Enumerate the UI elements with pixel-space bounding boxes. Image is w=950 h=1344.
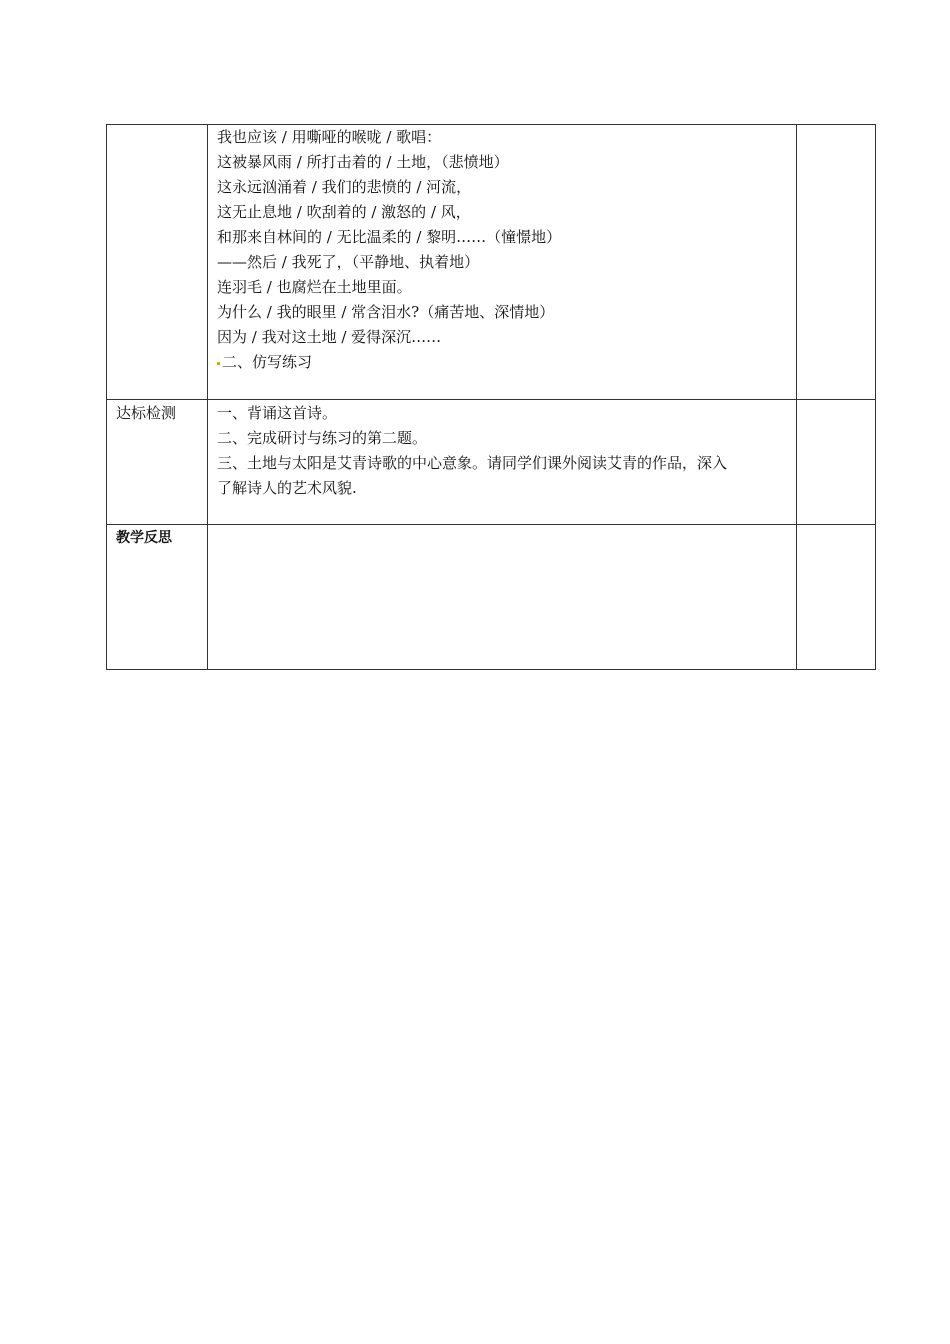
poem-reading-cell <box>217 125 561 375</box>
exercise-heading <box>217 350 561 375</box>
poem-line: 这永远汹涌着 / 我们的悲愤的 / 河流， <box>217 178 472 196</box>
poem-line: 我也应该 / 用嘶哑的喉咙 / 歌唱： <box>217 128 442 146</box>
teaching-reflection-label: 教学反思 <box>116 530 172 546</box>
assessment-item: 三、土地与太阳是艾青诗歌的中心意象。请同学们课外阅读艾青的作品，深入 <box>217 454 728 472</box>
poem-line: 连羽毛 / 也腐烂在土地里面。 <box>217 278 412 296</box>
poem-line: ——然后 / 我死了，（平静地、执着地） <box>217 253 480 271</box>
lesson-table <box>106 124 876 670</box>
poem-line: 因为 / 我对这土地 / 爱得深沉…… <box>217 328 442 346</box>
assessment-item: 二、完成研讨与练习的第二题。 <box>217 429 428 447</box>
poem-line: 这无止息地 / 吹刮着的 / 激怒的 / 风， <box>217 203 471 221</box>
highlight-marker-icon <box>217 362 220 365</box>
assessment-item: 一、背诵这首诗。 <box>217 404 338 422</box>
teaching-reflection-cell <box>208 525 796 671</box>
assessment-item: 了解诗人的艺术风貌. <box>217 479 357 497</box>
poem-line: 为什么 / 我的眼里 / 常含泪水?（痛苦地、深情地） <box>217 303 555 321</box>
column-divider-2 <box>796 125 797 669</box>
assessment-cell <box>217 401 727 501</box>
row-divider-1 <box>107 399 875 400</box>
poem-line: 和那来自林间的 / 无比温柔的 / 黎明……（憧憬地） <box>217 228 562 246</box>
exercise-heading-text: 二、仿写练习 <box>222 353 313 371</box>
assessment-label: 达标检测 <box>116 404 177 422</box>
poem-line: 这被暴风雨 / 所打击着的 / 土地，（悲愤地） <box>217 153 509 171</box>
